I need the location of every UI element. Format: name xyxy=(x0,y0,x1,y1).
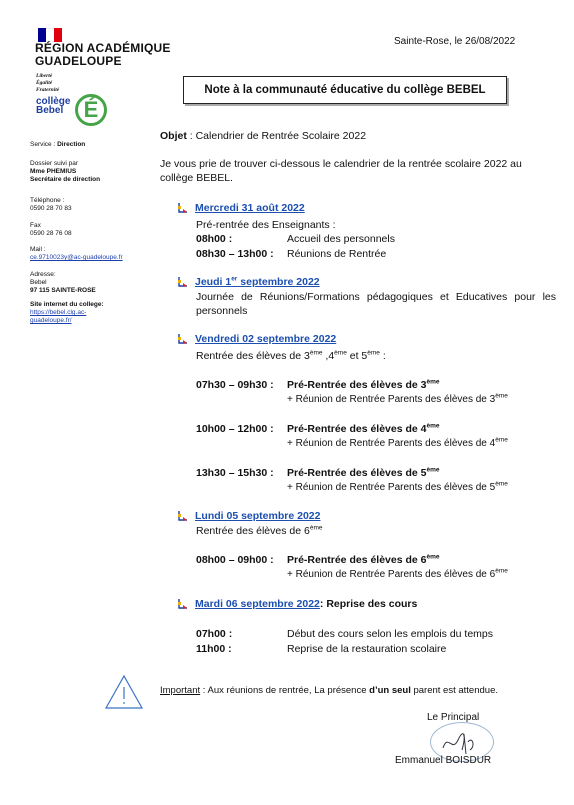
dossier-role: Secrétaire de direction xyxy=(30,176,101,183)
day-3-activity-1 xyxy=(287,379,440,391)
fax-value: 0590 28 76 08 xyxy=(30,230,72,237)
republic-motto xyxy=(36,73,59,94)
sup-eme: ème xyxy=(495,392,508,400)
college-e-logo-icon: É xyxy=(75,94,107,126)
day-1-time-1: 08h00 : xyxy=(196,233,233,245)
region-line-2: GUADELOUPE xyxy=(35,54,122,68)
day-1-time-2: 08h30 – 13h00 : xyxy=(196,248,274,260)
signature-title: Le Principal xyxy=(427,712,480,723)
d3-s1: + Réunion de Rentrée Parents des élèves de 3 xyxy=(287,394,496,405)
motto-liberte: Liberté xyxy=(36,73,53,79)
dossier-name: Mme PHEMIUS xyxy=(30,168,77,175)
d3-sub-d: : xyxy=(379,350,386,362)
day-3-time-3: 13h30 – 15h30 : xyxy=(196,467,274,479)
sup-eme: ème xyxy=(426,553,440,561)
sup-eme: ème xyxy=(426,378,440,386)
day-5-time-1: 07h00 : xyxy=(196,628,233,640)
service-label: Service : xyxy=(30,141,58,148)
mail-label: Mail : xyxy=(30,246,46,253)
address-line-2: 97 115 SAINTE-ROSE xyxy=(30,287,96,294)
day-1-activity-1: Accueil des personnels xyxy=(287,233,395,245)
address-line-1: Bebel xyxy=(30,279,47,286)
website-label: Site internet du college: xyxy=(30,301,104,308)
bullet-arrow-icon xyxy=(178,203,188,213)
sup-eme: ème xyxy=(495,480,508,488)
college-name: Bebel xyxy=(36,105,64,116)
mail-info xyxy=(30,246,150,262)
objet-text: : Calendrier de Rentrée Scolaire 2022 xyxy=(186,130,367,142)
sup-eme: ème xyxy=(495,567,508,575)
important-text-c: parent est attendue. xyxy=(410,685,498,696)
day-entry-3 xyxy=(178,333,336,345)
important-text-a: : Aux réunions de rentrée, La présence xyxy=(200,685,370,696)
region-line-1: RÉGION ACADÉMIQUE xyxy=(35,41,171,55)
sup-eme: ème xyxy=(367,349,380,357)
sup-eme: ème xyxy=(334,349,347,357)
bullet-arrow-icon xyxy=(178,277,188,287)
day-entry-1 xyxy=(178,202,305,214)
motto-fraternite: Fraternité xyxy=(36,87,60,93)
day-5-time-2: 11h00 : xyxy=(196,643,232,655)
college-logo-text xyxy=(36,97,70,115)
motto-egalite: Égalité xyxy=(36,80,53,86)
d3-sub-c: et 5 xyxy=(346,350,368,362)
day-5-link[interactable]: Mardi 06 septembre 2022 xyxy=(195,598,320,610)
day-4-subtitle xyxy=(196,524,322,538)
sup-eme: ème xyxy=(426,422,440,430)
fax-info xyxy=(30,222,150,238)
day-1-link[interactable]: Mercredi 31 août 2022 xyxy=(195,202,305,214)
bullet-arrow-icon xyxy=(178,599,188,609)
bullet-arrow-icon xyxy=(178,334,188,344)
day-3-activity-3 xyxy=(287,467,440,479)
website-link-line-2[interactable]: guadeloupe.fr/ xyxy=(30,317,72,324)
day-4-link[interactable]: Lundi 05 septembre 2022 xyxy=(195,510,321,522)
warning-triangle-icon xyxy=(104,674,144,710)
fax-label: Fax xyxy=(30,222,41,229)
college-word: collège xyxy=(36,96,71,107)
day-1-activity-2: Réunions de Rentrée xyxy=(287,248,387,260)
document-date: Sainte-Rose, le 26/08/2022 xyxy=(394,36,516,47)
service-info xyxy=(30,141,150,149)
d4-a1: Pré-Rentrée des élèves de 6 xyxy=(287,554,427,566)
day-2-post: septembre 2022 xyxy=(237,276,320,288)
d3-sub-a: Rentrée des élèves de 3 xyxy=(196,350,310,362)
d3-sub-b: ,4 xyxy=(322,350,335,362)
day-3-link[interactable]: Vendredi 02 septembre 2022 xyxy=(195,333,337,345)
day-3-time-2: 10h00 – 12h00 : xyxy=(196,423,274,435)
bullet-arrow-icon xyxy=(178,511,188,521)
day-entry-4 xyxy=(178,510,320,522)
address-info xyxy=(30,271,150,295)
sup-eme: ème xyxy=(309,349,323,357)
service-value: Direction xyxy=(57,141,86,148)
website-link-line-1[interactable]: https://bebel.clg.ac- xyxy=(30,309,87,316)
dossier-info xyxy=(30,160,150,184)
d3-a1: Pré-Rentrée des élèves de 3 xyxy=(287,379,427,391)
french-flag-logo xyxy=(38,28,62,42)
day-4-time-1: 08h00 – 09h00 : xyxy=(196,554,274,566)
d3-s3: + Réunion de Rentrée Parents des élèves de 5 xyxy=(287,482,496,493)
telephone-info xyxy=(30,197,150,213)
d4-sub: Rentrée des élèves de 6 xyxy=(196,525,310,537)
mail-link[interactable]: ce.9710023y@ac-guadeloupe.fr xyxy=(30,254,123,261)
d3-a2: Pré-Rentrée des élèves de 4 xyxy=(287,423,427,435)
day-3-sub-3 xyxy=(287,482,508,493)
important-text-b: d’un seul xyxy=(369,685,411,696)
signer-name: Emmanuel BOISDUR xyxy=(395,755,492,766)
sup-eme: ème xyxy=(495,436,508,444)
day-5-extra: : Reprise des cours xyxy=(319,598,418,610)
sup-eme: ème xyxy=(426,466,440,474)
day-2-link[interactable] xyxy=(195,276,320,288)
objet-line xyxy=(160,129,366,143)
day-2-pre: Jeudi 1 xyxy=(195,276,232,288)
day-1-subtitle: Pré-rentrée des Enseignants : xyxy=(196,219,336,231)
d3-a3: Pré-Rentrée des élèves de 5 xyxy=(287,467,427,479)
address-label: Adresse: xyxy=(30,271,56,278)
sup-eme: ème xyxy=(309,524,323,532)
important-notice xyxy=(160,685,498,696)
d3-s2: + Réunion de Rentrée Parents des élèves de 4 xyxy=(287,438,496,449)
important-label: Important xyxy=(160,685,201,696)
telephone-label: Téléphone : xyxy=(30,197,65,204)
day-3-activity-2 xyxy=(287,423,440,435)
telephone-value: 0590 28 70 83 xyxy=(30,205,72,212)
day-5-activity-1: Début des cours selon les emplois du temps xyxy=(287,628,494,640)
day-5-activity-2: Reprise de la restauration scolaire xyxy=(287,643,447,655)
objet-label: Objet xyxy=(160,130,187,142)
day-3-sub-1 xyxy=(287,394,508,405)
dossier-label: Dossier suivi par xyxy=(30,160,79,167)
day-2-sup: er xyxy=(231,275,238,283)
d4-s1: + Réunion de Rentrée Parents des élèves de 6 xyxy=(287,569,496,580)
note-title-box: Note à la communauté éducative du collège BEBEL xyxy=(183,76,507,104)
day-3-sub-2 xyxy=(287,438,508,449)
day-entry-5 xyxy=(178,598,417,610)
day-3-subtitle xyxy=(196,349,386,363)
day-2-subtitle: Journée de Réunions/Formations pédagogiques et Educatives pour les personnels xyxy=(196,291,556,317)
region-academique-title xyxy=(35,42,171,68)
website-info xyxy=(30,301,150,325)
intro-paragraph: Je vous prie de trouver ci-dessous le calendrier de la rentrée scolaire 2022 au collège BEBEL. xyxy=(160,158,522,184)
day-3-time-1: 07h30 – 09h30 : xyxy=(196,379,274,391)
day-entry-2 xyxy=(178,276,320,288)
day-4-sub-1 xyxy=(287,569,508,580)
day-4-activity-1 xyxy=(287,554,440,566)
handwritten-signature xyxy=(440,728,480,758)
